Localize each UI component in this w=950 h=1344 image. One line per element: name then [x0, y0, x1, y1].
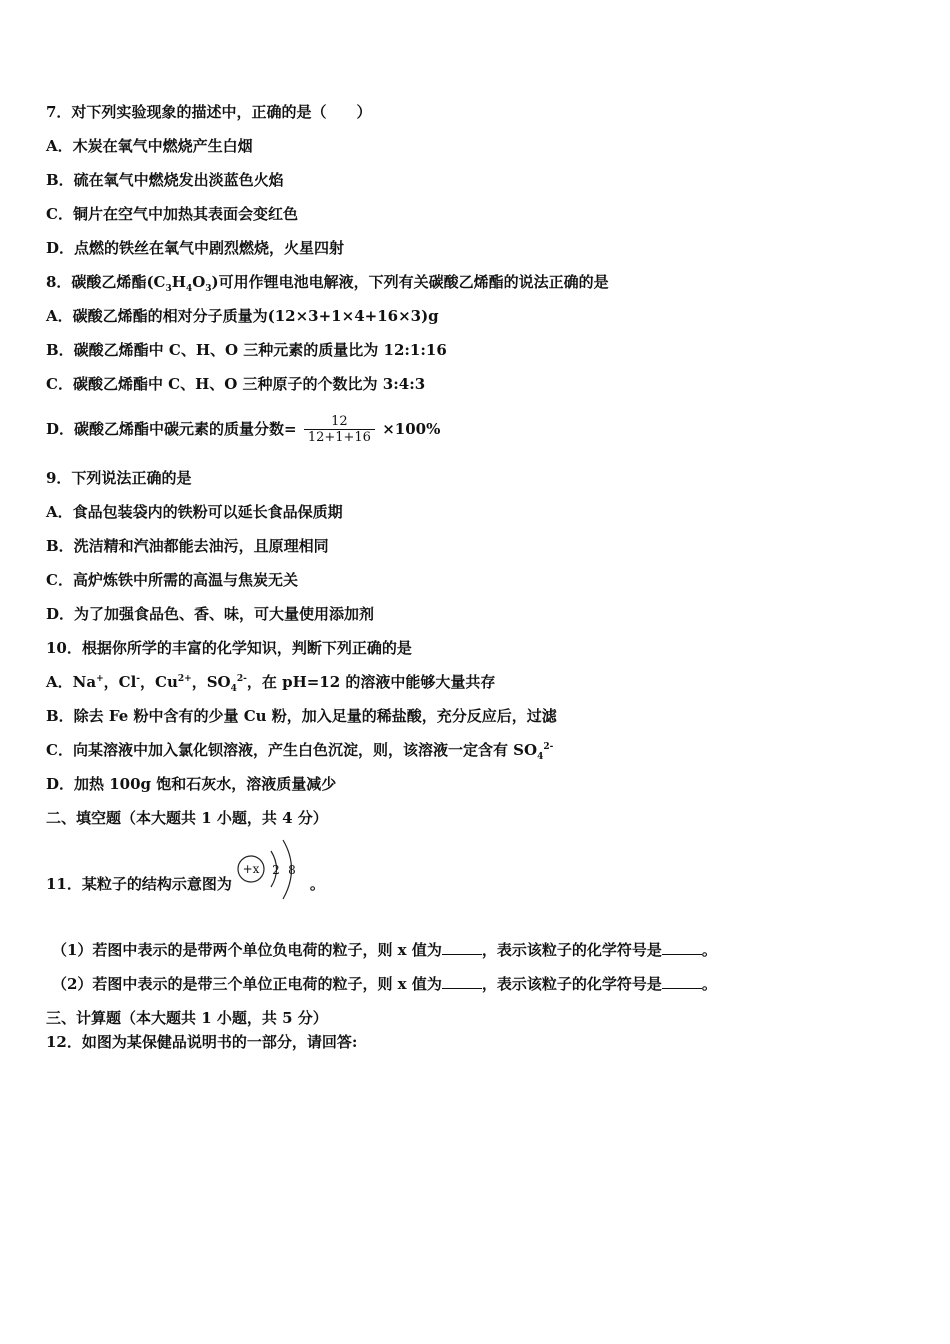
fraction-numerator: 12	[304, 414, 375, 430]
q10-option-a	[46, 672, 495, 692]
answer-blank[interactable]	[662, 974, 702, 989]
shell1-electrons: 2	[272, 863, 280, 877]
q10-option-a-suffix: ，在 pH=12 的溶液中能够大量共存	[246, 673, 496, 691]
q8-option-b: B．碳酸乙烯酯中 C、H、O 三种元素的质量比为 12:1:16	[46, 341, 447, 359]
section-heading-calculation: 三、计算题（本大题共 1 小题，共 5 分）	[46, 1009, 328, 1027]
q8-option-c: C．碳酸乙烯酯中 C、H、O 三种原子的个数比为 3:4:3	[46, 375, 426, 393]
ion-charge: 2+	[177, 674, 192, 684]
q11-part1-end: 。	[701, 941, 717, 959]
q9-option-a: A．食品包装袋内的铁粉可以延长食品保质期	[46, 503, 343, 521]
q8-stem	[46, 272, 609, 292]
ion: ，SO	[191, 673, 231, 691]
ion-subscript: 4	[537, 752, 544, 762]
ion-charge: 2-	[543, 742, 554, 752]
option-label: A．	[46, 673, 73, 691]
q9-option-b: B．洗洁精和汽油都能去油污，且原理相同	[46, 537, 329, 555]
fraction-denominator: 12+1+16	[307, 430, 371, 445]
q11-part2-end: 。	[701, 975, 717, 993]
q12-stem: 12．如图为某保健品说明书的一部分，请回答:	[46, 1033, 358, 1051]
ion-charge: +	[96, 674, 104, 684]
ion: ，Cu	[140, 673, 178, 691]
answer-blank[interactable]	[442, 974, 482, 989]
q10-option-b: B．除去 Fe 粉中含有的少量 Cu 粉，加入足量的稀盐酸，充分反应后，过滤	[46, 707, 557, 725]
q8-option-d	[46, 412, 440, 446]
q9-stem: 9．下列说法正确的是	[46, 469, 192, 487]
q9-option-c: C．高炉炼铁中所需的高温与焦炭无关	[46, 571, 298, 589]
q11-stem	[46, 835, 325, 905]
answer-blank[interactable]	[442, 940, 482, 955]
formula-subscript: 4	[185, 284, 193, 294]
q10-option-d: D．加热 100g 饱和石灰水，溶液质量减少	[46, 775, 337, 793]
q11-part2-mid: ，表示该粒子的化学符号是	[481, 975, 662, 993]
q7-option-b: B．硫在氧气中燃烧发出淡蓝色火焰	[46, 171, 284, 189]
q11-part1-mid: ，表示该粒子的化学符号是	[481, 941, 662, 959]
formula-subscript: 3	[165, 284, 172, 294]
q11-part1	[52, 940, 717, 960]
nucleus-label: +x	[242, 862, 260, 876]
ion: Na	[72, 673, 97, 691]
q9-option-d: D．为了加强食品色、香、味，可大量使用添加剂	[46, 605, 375, 623]
q8-option-a: A．碳酸乙烯酯的相对分子质量为(12×3+1×4+16×3)g	[46, 307, 439, 325]
q10-stem: 10．根据你所学的丰富的化学知识，判断下列正确的是	[46, 639, 412, 657]
q10-option-c	[46, 740, 553, 760]
q8-option-d-suffix: ×100%	[382, 420, 441, 438]
q10-option-c-text: C．向某溶液中加入氯化钡溶液，产生白色沉淀，则，该溶液一定含有 SO	[46, 741, 538, 759]
q7-option-c: C．铜片在空气中加热其表面会变红色	[46, 205, 298, 223]
formula-element: O	[192, 273, 206, 291]
q8-stem-post: )可用作锂电池电解液，下列有关碳酸乙烯酯的说法正确的是	[211, 273, 609, 291]
q7-option-a: A．木炭在氧气中燃烧产生白烟	[46, 137, 253, 155]
ion-charge: -	[136, 674, 141, 684]
ion-subscript: 4	[230, 684, 237, 694]
ion-charge: 2-	[236, 674, 247, 684]
shell2-electrons: 8	[288, 863, 296, 877]
q8-stem-pre: 8．碳酸乙烯酯(C	[46, 273, 166, 291]
q7-stem: 7．对下列实验现象的描述中，正确的是（ ）	[46, 103, 372, 121]
answer-blank[interactable]	[662, 940, 702, 955]
formula-subscript: 3	[205, 284, 212, 294]
q7-option-d: D．点燃的铁丝在氧气中剧烈燃烧，火星四射	[46, 239, 345, 257]
q8-option-d-text: D．碳酸乙烯酯中碳元素的质量分数=	[46, 420, 297, 438]
section-heading-fill-in: 二、填空题（本大题共 1 小题，共 4 分）	[46, 809, 328, 827]
q11-stem-text: 11．某粒子的结构示意图为	[46, 875, 232, 893]
mass-fraction	[304, 414, 375, 446]
q11-part1-text: （1）若图中表示的是带两个单位负电荷的粒子，则 x 值为	[52, 941, 442, 959]
formula-element: H	[171, 273, 186, 291]
q11-stem-period: 。	[309, 875, 325, 893]
ion: ，Cl	[103, 673, 137, 691]
atomic-structure-diagram	[236, 835, 306, 935]
q11-part2	[52, 974, 717, 994]
q11-part2-text: （2）若图中表示的是带三个单位正电荷的粒子，则 x 值为	[52, 975, 442, 993]
